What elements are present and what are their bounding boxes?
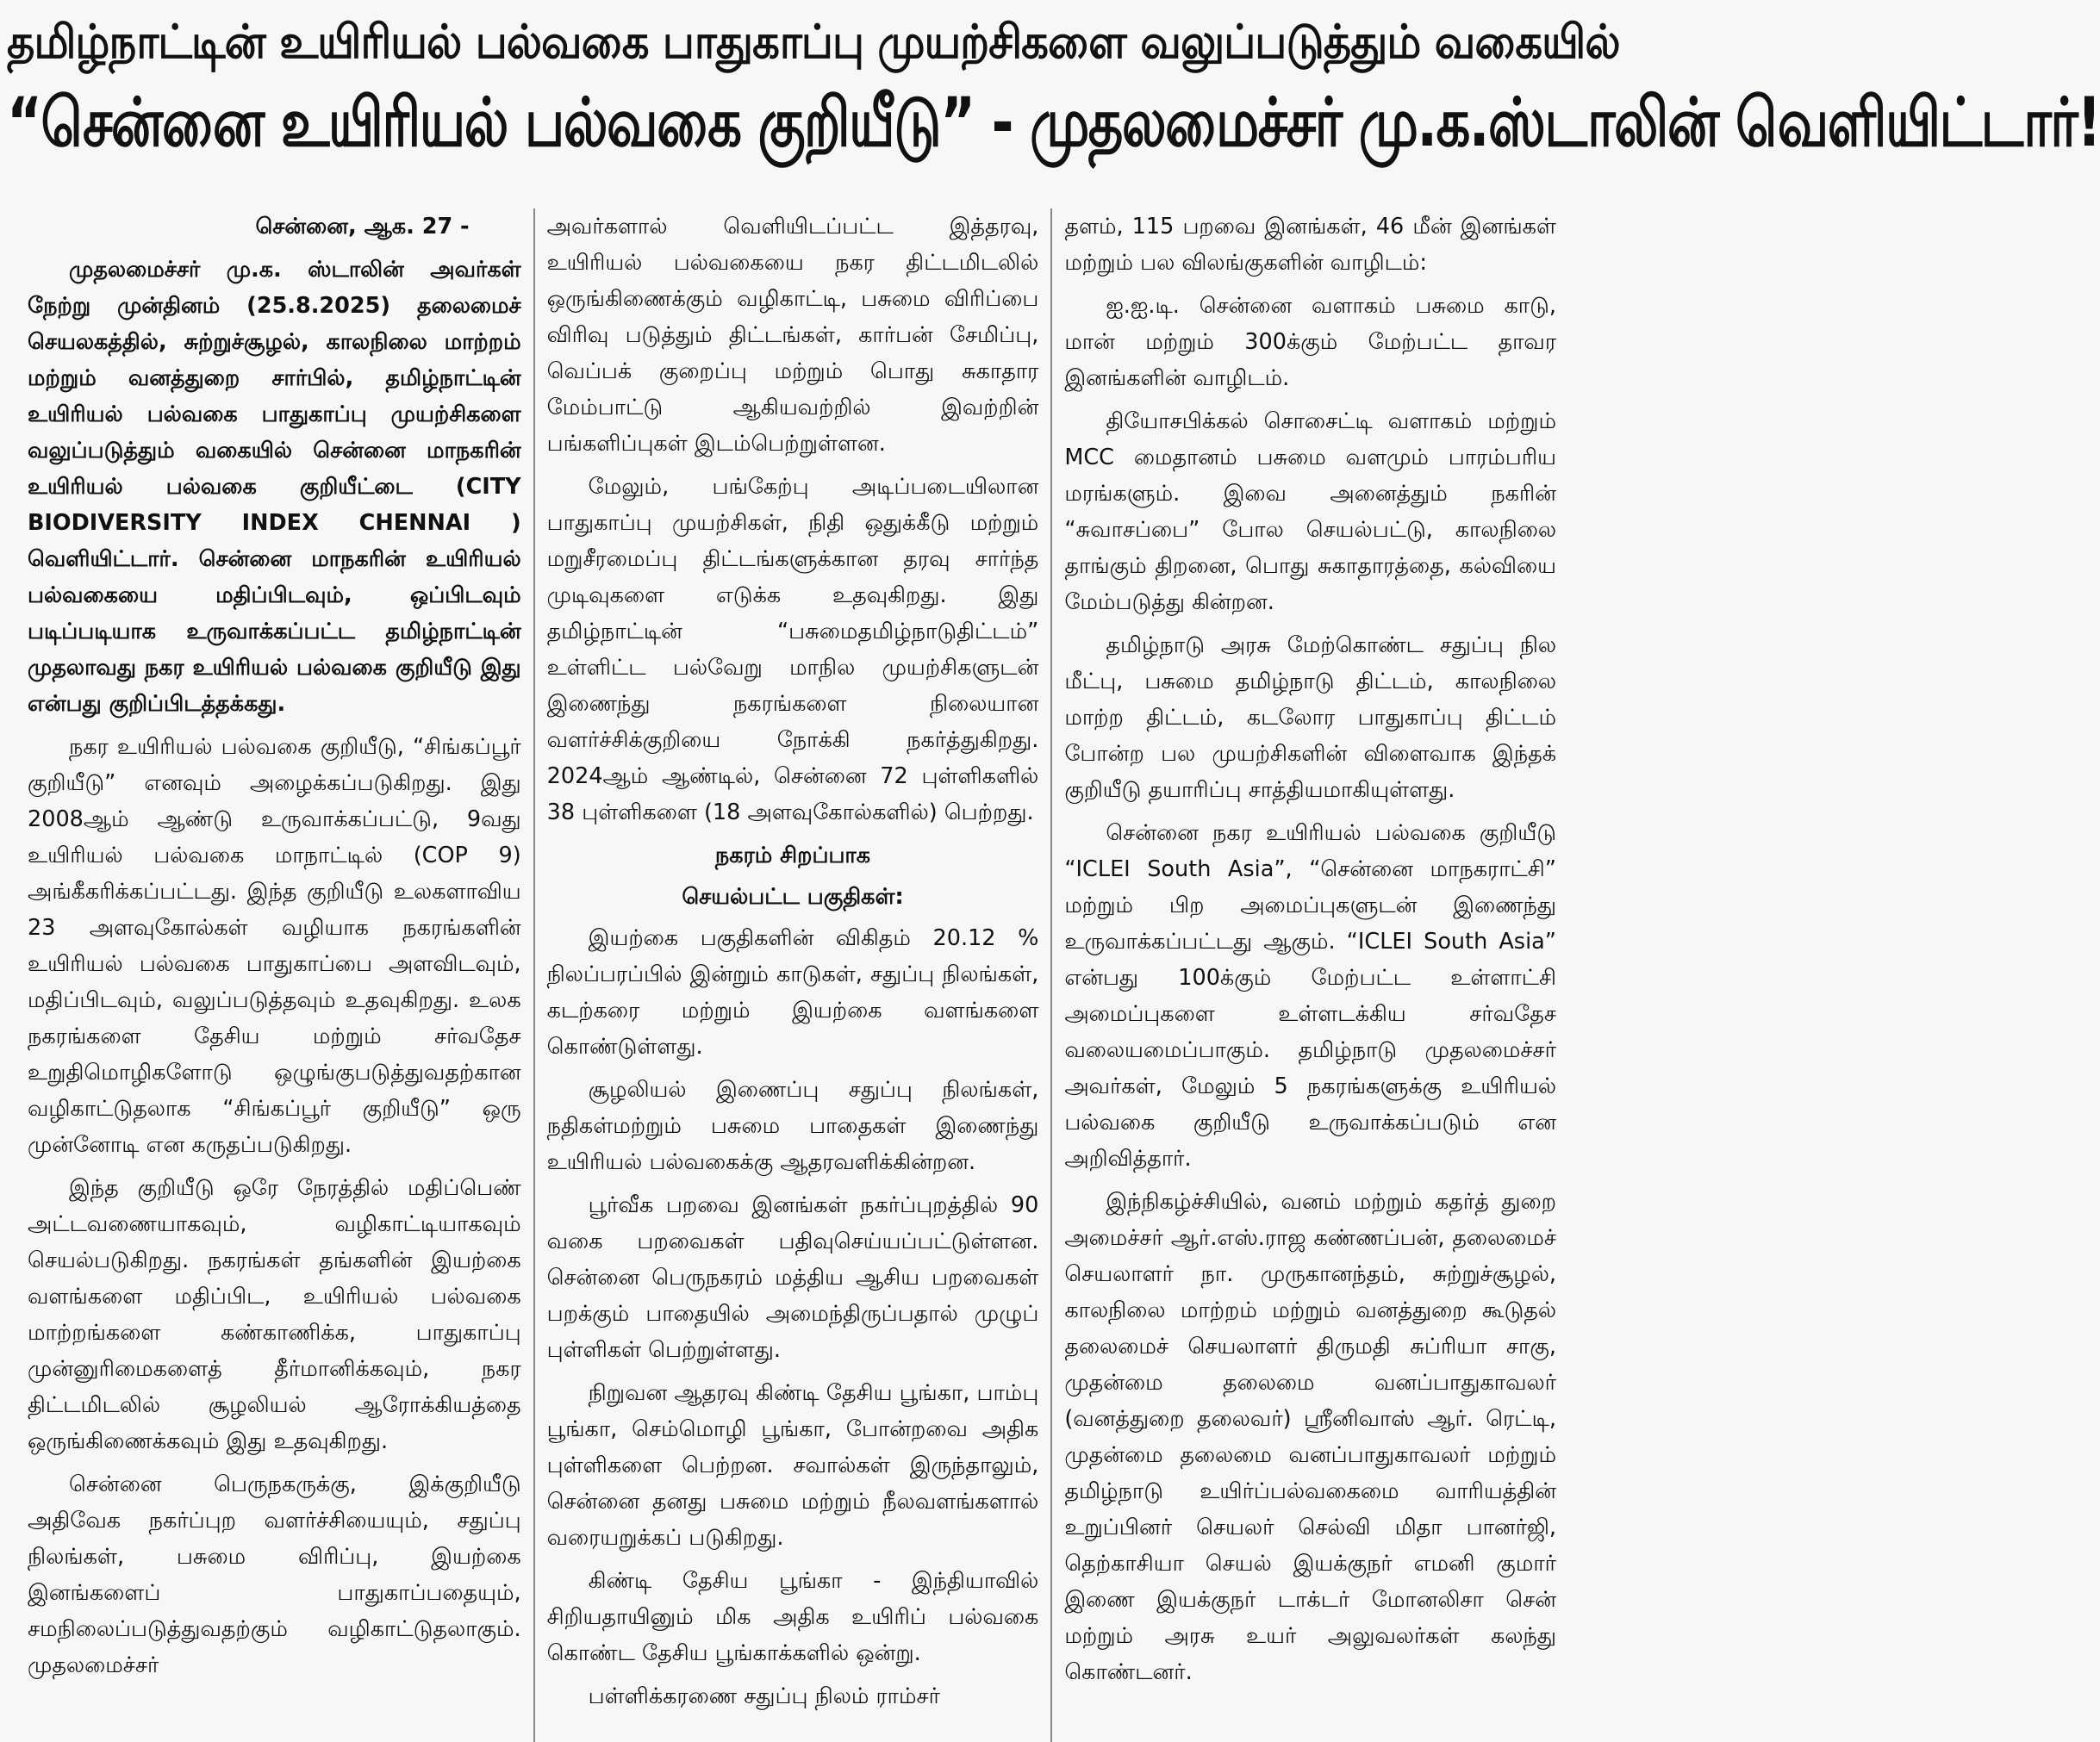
paragraph: இயற்கை பகுதிகளின் விகிதம் 20.12 % நிலப்பரப்பில் இன்றும் காடுகள், சதுப்பு நிலங்கள், கடற்கரை மற்றும் இயற்கை வளங்களை கொண்டுள்ளது. — [546, 925, 1039, 1060]
paragraph: சூழலியல் இணைப்பு சதுப்பு நிலங்கள், நதிகள்மற்றும் பசுமை பாதைகள் இணைந்து உயிரியல் பல்வகைக்கு ஆதரவளிக்கின்றன. — [546, 1077, 1039, 1175]
dateline: சென்னை, ஆக. 27 - — [255, 214, 470, 240]
paragraph: பூர்வீக பறவை இனங்கள் நகர்ப்புறத்தில் 90 வகை பறவைகள் பதிவுசெய்யப்பட்டுள்ளன. சென்னை பெருநகரம் மத்திய ஆசிய பறவைகள் பறக்கும் பாதையில் அமைந்திருப்பதால் முழுப் புள்ளிகள் பெற்றுள்ளது. — [546, 1192, 1039, 1363]
headline-main: “சென்னை உயிரியல் பல்வகை குறியீடு” - முதலமைச்சர் மு.க.ஸ்டாலின் வெளியிட்டார்! — [7, 84, 2100, 162]
paragraph: தியோசபிக்கல் சொசைட்டி வளாகம் மற்றும் MCC மைதானம் பசுமை வளமும் பாரம்பரிய மரங்களும். இவை அனைத்தும் நகரின் “சுவாசப்பை” போல செயல்பட்டு, காலநிலை தாங்கும் திறனை, பொது சுகாதாரத்தை, கல்வியை மேம்படுத்து கின்றன. — [1064, 408, 1556, 615]
headline-kicker: தமிழ்நாட்டின் உயிரியல் பல்வகை பாதுகாப்பு முயற்சிகளை வலுப்படுத்தும் வகையில் — [7, 15, 1620, 69]
paragraph: ஐ.ஐ.டி. சென்னை வளாகம் பசுமை காடு, மான் மற்றும் 300க்கும் மேற்பட்ட தாவர இனங்களின் வாழிடம். — [1064, 293, 1556, 391]
paragraph: சென்னை பெருநகருக்கு, இக்குறியீடு அதிவேக நகர்ப்புற வளர்ச்சியையும், சதுப்பு நிலங்கள், பசுமை விரிப்பு, இயற்கை இனங்களைப் பாதுகாப்பதையும், சமநிலைப்படுத்துவதற்கும் வழிகாட்டுதலாகும். முதலமைச்சர் — [28, 1471, 521, 1678]
subheading: நகரம் சிறப்பாக — [714, 843, 871, 868]
paragraph: நிறுவன ஆதரவு கிண்டி தேசிய பூங்கா, பாம்பு பூங்கா, செம்மொழி பூங்கா, போன்றவை அதிக புள்ளிகளை பெற்றன. சவால்கள் இருந்தாலும், சென்னை தனது பசுமை மற்றும் நீலவளங்களால் வரையறுக்கப் படுகிறது. — [546, 1380, 1039, 1551]
paragraph: இந்த குறியீடு ஒரே நேரத்தில் மதிப்பெண் அட்டவணையாகவும், வழிகாட்டியாகவும் செயல்படுகிறது. நகரங்கள் தங்களின் இயற்கை வளங்களை மதிப்பிட, உயிரியல் பல்வகை மாற்றங்களை கண்காணிக்க, பாதுகாப்பு முன்னுரிமைகளைத் தீர்மானிக்கவும், நகர திட்டமிடலில் சூழலியல் ஆரோக்கியத்தை ஒருங்கிணைக்கவும் இது உதவுகிறது. — [28, 1175, 521, 1454]
paragraph: தளம், 115 பறவை இனங்கள், 46 மீன் இனங்கள் மற்றும் பல விலங்குகளின் வாழிடம்: — [1064, 214, 1556, 276]
paragraph: மேலும், பங்கேற்பு அடிப்படையிலான பாதுகாப்பு முயற்சிகள், நிதி ஒதுக்கீடு மற்றும் மறுசீரமைப்பு திட்டங்களுக்கான தரவு சார்ந்த முடிவுகளை எடுக்க உதவுகிறது. இது தமிழ்நாட்டின் “பசுமைதமிழ்நாடுதிட்டம்” உள்ளிட்ட பல்வேறு மாநில முயற்சிகளுடன் இணைந்து நகரங்களை நிலையான வளர்ச்சிக்குறியை நோக்கி நகர்த்துகிறது. 2024ஆம் ஆண்டில், சென்னை 72 புள்ளிகளில் 38 புள்ளிகளை (18 அளவுகோல்களில்) பெற்றது. — [546, 474, 1039, 825]
lead-paragraph: முதலமைச்சர் மு.க. ஸ்டாலின் அவர்கள் நேற்று முன்தினம் (25.8.2025) தலைமைச் செயலகத்தில், சுற்றுச்சூழல், காலநிலை மாற்றம் மற்றும் வனத்துறை சார்பில், தமிழ்நாட்டின் உயிரியல் பல்வகை பாதுகாப்பு முயற்சிகளை வலுப்படுத்தும் வகையில் சென்னை மாநகரின் உயிரியல் பல்வகை குறியீட்டை (CITY BIODIVERSITY INDEX CHENNAI ) வெளியிட்டார். சென்னை மாநகரின் உயிரியல் பல்வகையை மதிப்பிடவும், ஒப்பிடவும் படிப்படியாக உருவாக்கப்பட்ட தமிழ்நாட்டின் முதலாவது நகர உயிரியல் பல்வகை குறியீடு இது என்பது குறிப்பிடத்தக்கது. — [28, 257, 521, 717]
article-columns — [16, 208, 1568, 1742]
paragraph: சென்னை நகர உயிரியல் பல்வகை குறியீடு “ICLEI South Asia”, “சென்னை மாநகராட்சி” மற்றும் பிற அமைப்புகளுடன் இணைந்து உருவாக்கப்பட்டது ஆகும். “ICLEI South Asia” என்பது 100க்கும் மேற்பட்ட உள்ளாட்சி அமைப்புகளை உள்ளடக்கிய சர்வதேச வலையமைப்பாகும். தமிழ்நாடு முதலமைச்சர் அவர்கள், மேலும் 5 நகரங்களுக்கு உயிரியல் பல்வகை குறியீடு உருவாக்கப்படும் என அறிவித்தார். — [1064, 820, 1556, 1172]
article-column-3 — [1050, 208, 1568, 1742]
paragraph: இந்நிகழ்ச்சியில், வனம் மற்றும் கதர்த் துறை அமைச்சர் ஆர்.எஸ்.ராஜ கண்ணப்பன், தலைமைச் செயலாளர் நா. முருகானந்தம், சுற்றுச்சூழல், காலநிலை மாற்றம் மற்றும் வனத்துறை கூடுதல் தலைமைச் செயலாளர் திருமதி சுப்ரியா சாகு, முதன்மை தலைமை வனப்பாதுகாவலர் (வனத்துறை தலைவர்) ஸ்ரீனிவாஸ் ஆர். ரெட்டி, முதன்மை தலைமை வனப்பாதுகாவலர் மற்றும் தமிழ்நாடு உயிர்ப்பல்வகைமை வாரியத்தின் உறுப்பினர் செயலர் செல்வி மிதா பானர்ஜி, தெற்காசியா செயல் இயக்குநர் எமனி குமார் இணை இயக்குநர் டாக்டர் மோனலிசா சென் மற்றும் அரசு உயர் அலுவலர்கள் கலந்து கொண்டனர். — [1064, 1189, 1556, 1685]
article-column-2 — [533, 208, 1051, 1742]
paragraph: தமிழ்நாடு அரசு மேற்கொண்ட சதுப்பு நில மீட்பு, பசுமை தமிழ்நாடு திட்டம், காலநிலை மாற்ற திட்டம், கடலோர பாதுகாப்பு திட்டம் போன்ற பல முயற்சிகளின் விளைவாக இந்தக் குறியீடு தயாரிப்பு சாத்தியமாகியுள்ளது. — [1064, 632, 1556, 803]
subheading: செயல்பட்ட பகுதிகள்: — [682, 884, 904, 910]
paragraph: நகர உயிரியல் பல்வகை குறியீடு, “சிங்கப்பூர் குறியீடு” எனவும் அழைக்கப்படுகிறது. இது 2008ஆம் ஆண்டு உருவாக்கப்பட்டு, 9வது உயிரியல் பல்வகை மாநாட்டில் (COP 9) அங்கீகரிக்கப்பட்டது. இந்த குறியீடு உலகளாவிய 23 அளவுகோல்கள் வழியாக நகரங்களின் உயிரியல் பல்வகை பாதுகாப்பை அளவிடவும், மதிப்பிடவும், வலுப்படுத்தவும் உதவுகிறது. உலக நகரங்களை தேசிய மற்றும் சர்வதேச உறுதிமொழிகளோடு ஒழுங்குபடுத்துவதற்கான வழிகாட்டுதலாக “சிங்கப்பூர் குறியீடு” ஒரு முன்னோடி என கருதப்படுகிறது. — [28, 734, 521, 1158]
paragraph: பள்ளிக்கரணை சதுப்பு நிலம் ராம்சர் — [588, 1683, 940, 1709]
paragraph: அவர்களால் வெளியிடப்பட்ட இத்தரவு, உயிரியல் பல்வகையை நகர திட்டமிடலில் ஒருங்கிணைக்கும் வழிகாட்டி, பசுமை விரிப்பை விரிவு படுத்தும் திட்டங்கள், கார்பன் சேமிப்பு, வெப்பக் குறைப்பு மற்றும் பொது சுகாதார மேம்பாட்டு ஆகியவற்றில் இவற்றின் பங்களிப்புகள் இடம்பெற்றுள்ளன. — [546, 214, 1039, 457]
article-column-1 — [16, 208, 533, 1742]
paragraph: கிண்டி தேசிய பூங்கா - இந்தியாவில் சிறியதாயினும் மிக அதிக உயிரிப் பல்வகை கொண்ட தேசிய பூங்காக்களில் ஒன்று. — [546, 1568, 1039, 1666]
